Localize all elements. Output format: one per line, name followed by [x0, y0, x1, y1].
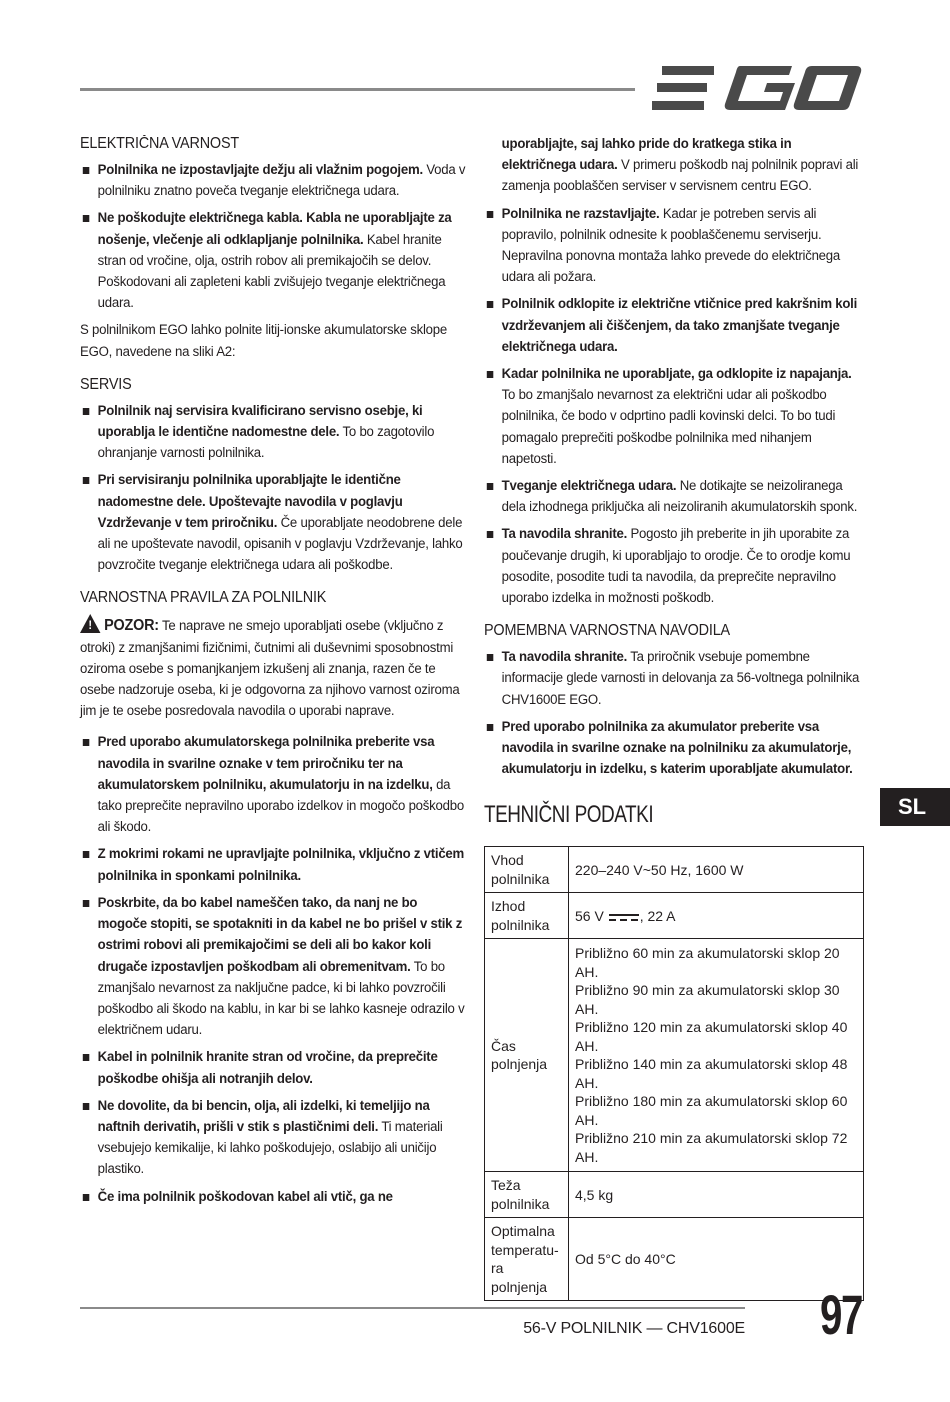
list-item: Poskrbite, da bo kabel nameščen tako, da nanj ne bo mogoče stopiti, se spotakniti in da kabel ne bo prišel v stik z ostrimi robovi ali premikajočimi se deli ali bo kakor koli drugače izpostavljen poškodbam ali obremenitvam. To bo zmanjšalo nevarnost za naključne padce, ki bi lahko povzročili poškodbo ali škodo na kablu, in kar bi se lahko kasneje odrazilo v električnem udaru. [80, 893, 467, 1041]
continued-paragraph: uporabljajte, saj lahko pride do kratkega stika in električnega udara. V primeru poškodb naj polnilnik popravi ali zamenja pooblaščen serviser v servisnem centru EGO. [501, 136, 859, 195]
important-safety-list [484, 647, 868, 780]
list-item: Pred uporabo akumulatorskega polnilnika preberite vsa navodila in svarilne oznake v tem priročniku ter na akumulatorskem polnilniku, akumulatorju in na izdelku, da tako preprečite nepravilno uporabo izdelkov in mogočo poškodbo ali škodo. [80, 732, 467, 838]
spec-value: 4,5 kg [569, 1172, 864, 1218]
spec-key: Čas polnjenja [485, 939, 569, 1172]
list-item: Polnilnika ne razstavljajte. Kadar je potreben servis ali popravilo, polnilnik odnesite k pooblaščenemu serviserju. Nepravilna ponovna montaža lahko prevede do električnega udara ali požara. [484, 204, 868, 289]
warning-paragraph [80, 614, 467, 722]
list-item: Ne dovolite, da bi bencin, olja, ali izdelki, ki temeljijo na naftnih derivatih, prišli v stik s plastičnimi deli. Ti materiali vsebujejo kemikalije, ki lahko poškodujejo, oslabijo ali uničijo plastiko. [80, 1096, 467, 1181]
list-item: Z mokrimi rokami ne upravljajte polnilnika, vključno z vtičem polnilnika in sponkami polnilnika. [80, 844, 467, 886]
direct-current-icon [609, 913, 639, 922]
footer-text: 56-V POLNILNIK — CHV1600E [523, 1320, 745, 1337]
list-item: Kabel in polnilnik hranite stran od vročine, da preprečite poškodbe ohišja ali notranjih delov. [80, 1047, 467, 1089]
list-item: Tveganje električnega udara. Ne dotikajte se neizoliranega dela izhodnega priključka ali neizoliranih akumulatorskih sponk. [484, 476, 868, 518]
spec-value: 56 V , 22 A [569, 893, 864, 939]
table-row [485, 1218, 864, 1301]
table-row [485, 893, 864, 939]
left-column [80, 134, 465, 1214]
table-row [485, 939, 864, 1172]
charger-safety-list-continued [484, 204, 868, 610]
ego-logo [652, 64, 862, 112]
spec-key: Teža polnilnika [485, 1172, 569, 1218]
section-title-electrical-safety: ELEKTRIČNA VARNOST [80, 135, 240, 152]
spec-key: Vhod polnilnika [485, 847, 569, 893]
list-item: Ta navodila shranite. Pogosto jih preberite in jih uporabite za poučevanje drugih, ki uporabljajo to orodje. Če to orodje komu posodite, posodite tudi ta navodila, da preprečite nepravilno uporabo izdelka in možnosti poškodb. [484, 524, 868, 609]
table-row [485, 847, 864, 893]
footer-rule [80, 1307, 745, 1309]
spec-value: 220–240 V~50 Hz, 1600 W [569, 847, 864, 893]
charger-safety-list [80, 732, 467, 1207]
list-item: Ta navodila shranite. Ta priročnik vsebuje pomembne informacije glede varnosti in delovanja za 56-voltnega polnilnika CHV1600E EGO. [484, 647, 868, 711]
spec-value: Od 5°C do 40°C [569, 1218, 864, 1301]
list-item: Kadar polnilnika ne uporabljate, ga odklopite iz napajanja. To bo zmanjšalo nevarnost za električni udar ali poškodbo polnilnika, če bodo v odprtino padli kovinski delci. To bo tudi pomagalo preprečiti poškodbe polnilnika med nihanjem napetosti. [484, 364, 868, 470]
spec-key: Izhod polnilnika [485, 893, 569, 939]
section-title-charger-safety-rules: VARNOSTNA PRAVILA ZA POLNILNIK [80, 589, 327, 607]
spec-key: Optimalna temperatu-ra polnjenja [485, 1218, 569, 1301]
list-item: Polnilnika ne izpostavljajte dežju ali vlažnim pogojem. Voda v polnilniku znatno poveča tveganje električnega udara. [80, 160, 467, 202]
warning-label: POZOR: [104, 617, 159, 635]
header-rule [80, 88, 635, 91]
table-row [485, 1172, 864, 1218]
page-number: 97 [820, 1283, 862, 1346]
battery-packs-paragraph: S polnilnikom EGO lahko polnite litij-ionske akumulatorske sklope EGO, navedene na sliki A2: [80, 322, 447, 360]
electrical-safety-list [80, 160, 467, 314]
list-item: Polnilnik naj servisira kvalificirano servisno osebje, ki uporablja le identične nadomestne dele. To bo zagotovilo ohranjanje varnosti polnilnika. [80, 401, 467, 465]
service-list [80, 401, 467, 577]
section-title-important-safety: POMEMBNA VARNOSTNA NAVODILA [484, 622, 730, 640]
warning-triangle-icon: ! [80, 614, 100, 633]
list-item: Pri servisiranju polnilnika uporabljajte le identične nadomestne dele. Upoštevajte navodila v poglavju Vzdrževanje v tem priročniku. Če uporabljate neodobrene dele ali ne upoštevate navodil, opisanih v poglavju Vzdrževanje, lahko povzročite tveganje električnega udara ali poškodbe. [80, 470, 467, 576]
technical-data-table [484, 846, 864, 1301]
list-item: Ne poškodujte električnega kabla. Kabla ne uporabljajte za nošenje, vlečenje ali odklapljanje polnilnika. Kabel hranite stran od vročine, olja, ostrih robov ali premikajočih se delov. Poškodovani ali zapleteni kabli zvišujejo tveganje električnega udara. [80, 208, 467, 314]
language-tab: SL [880, 788, 950, 826]
right-column [484, 134, 866, 1301]
section-title-service: SERVIS [80, 375, 132, 393]
warning-text: Te naprave ne smejo uporabljati osebe (vključno z otroki) z zmanjšanimi fizičnimi, čutnimi ali duševnimi sposobnostmi oziroma osebe s pomanjkanjem izkušenj ali znanja, razen če te osebe nadzoruje oseba, ki je odgovorna za njihovo varnost oziroma jim je te osebe posredovala navodila o uporabi naprave. [80, 618, 460, 720]
list-item: Pred uporabo polnilnika za akumulator preberite vsa navodila in svarilne oznake na polnilniku za akumulatorje, akumulatorju in izdelku, s katerim uporabljate akumulator. [484, 717, 868, 781]
section-title-technical-data: TEHNIČNI PODATKI [484, 801, 654, 829]
spec-value: Približno 60 min za akumulatorski sklop 20 AH. Približno 90 min za akumulatorski sklop 30 AH. Približno 120 min za akumulatorski sklop 40 AH. Približno 140 min za akumulatorski sklop 48 AH. Približno 180 min za akumulatorski sklop 60 AH. Približno 210 min za akumulatorski sklop 72 AH. [569, 939, 864, 1172]
list-item: Če ima polnilnik poškodovan kabel ali vtič, ga ne [80, 1187, 467, 1208]
list-item: Polnilnik odklopite iz električne vtičnice pred kakršnim koli vzdrževanjem ali čiščenjem, da tako zmanjšate tveganje električnega udara. [484, 294, 868, 358]
